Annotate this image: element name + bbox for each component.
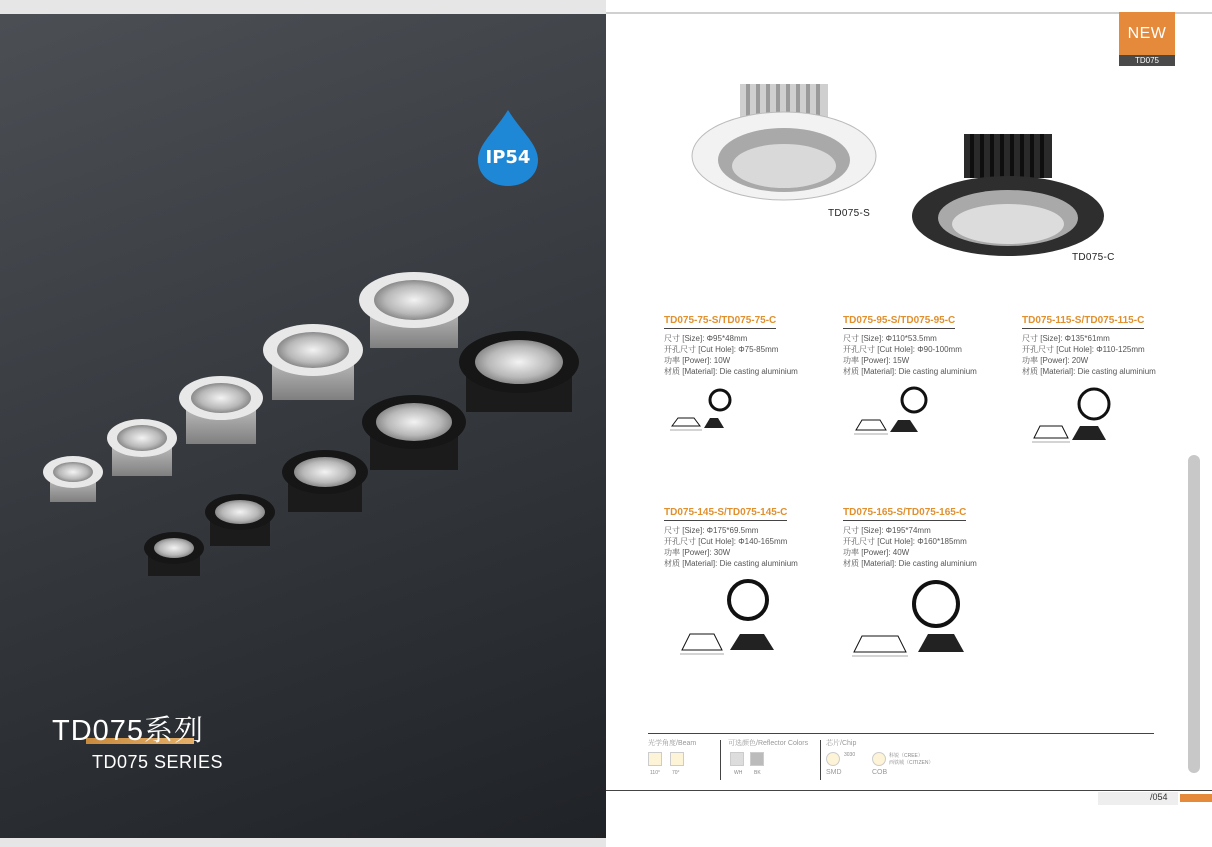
spec-cut-hole: 开孔尺寸 [Cut Hole]: Φ90-100mm [843,345,962,354]
dimension-drawing-165 [846,578,1006,662]
chip-smd-icon [826,752,840,766]
spec-power: 功率 [Power]: 40W [843,548,910,557]
product-white-image [684,78,884,208]
spec-cut-hole: 开孔尺寸 [Cut Hole]: Φ160*185mm [843,537,967,546]
beam-70-label: 70° [672,770,680,776]
footer-divider [820,740,821,780]
color-black-tile [750,752,764,766]
chip-smd-label: SMD [826,769,842,776]
spec-power: 功率 [Power]: 30W [664,548,731,557]
product-black-image [908,130,1108,260]
spec-block [843,310,1013,377]
white-light-5 [359,272,469,348]
dimension-drawing-95 [844,386,954,442]
chip-cob-icon [872,752,886,766]
spec-material: 材质 [Material]: Die casting aluminium [843,559,977,568]
beam-110-label: 110° [650,770,660,776]
bottom-strip [0,838,606,847]
spec-size: 尺寸 [Size]: Φ175*69.5mm [664,526,759,535]
dimension-drawing-145 [672,578,822,662]
series-subtitle: TD075 SERIES [92,752,224,772]
spec-size: 尺寸 [Size]: Φ135*61mm [1022,334,1110,343]
footer-divider [720,740,721,780]
new-badge: NEW [1119,12,1175,55]
beam-70-tile [670,752,684,766]
page-accent-bar [1180,794,1212,802]
spec-material: 材质 [Material]: Die casting aluminium [664,559,798,568]
spec-material: 材质 [Material]: Die casting aluminium [843,367,977,376]
spec-size: 尺寸 [Size]: Φ110*53.5mm [843,334,937,343]
code-badge: TD075 [1119,55,1175,66]
white-light-1 [43,456,103,502]
spec-cut-hole: 开孔尺寸 [Cut Hole]: Φ140-165mm [664,537,788,546]
white-light-2 [107,419,177,476]
ip-rating-badge: IP54 [485,147,531,168]
spec-title: TD075-95-S/TD075-95-C [843,315,955,329]
page-rule [606,790,1212,791]
scrollbar[interactable] [1188,455,1200,773]
page-number: /054 [1150,792,1168,802]
chip-cob-label: COB [872,769,888,776]
spec-title: TD075-115-S/TD075-115-C [1022,315,1144,329]
spec-title: TD075-145-S/TD075-145-C [664,507,787,521]
chip-caption: 芯片/Chip [826,740,857,747]
series-title: TD075系列 [52,715,205,747]
white-light-3 [179,376,263,444]
spec-cut-hole: 开孔尺寸 [Cut Hole]: Φ110-125mm [1022,345,1145,354]
spec-material: 材质 [Material]: Die casting aluminium [1022,367,1156,376]
spec-material: 材质 [Material]: Die casting aluminium [664,367,798,376]
right-page [606,0,1212,847]
color-white-tile [730,752,744,766]
white-light-4 [263,324,363,400]
spec-title: TD075-165-S/TD075-165-C [843,507,966,521]
chip-cob-note-2: 西铁城（CITIZEN） [889,760,934,766]
color-white-label: WH [734,770,743,776]
black-light-1 [144,532,204,576]
water-drop-icon [474,108,542,188]
color-black-label: BK [754,770,761,776]
product-label-white: TD075-S [828,208,871,219]
spec-block [843,502,1013,569]
product-label-black: TD075-C [1072,252,1115,263]
spec-size: 尺寸 [Size]: Φ195*74mm [843,526,931,535]
black-light-2 [205,494,275,546]
spec-power: 功率 [Power]: 20W [1022,356,1089,365]
spec-title: TD075-75-S/TD075-75-C [664,315,776,329]
spec-power: 功率 [Power]: 15W [843,356,910,365]
colors-caption: 可选颜色/Reflector Colors [728,740,809,747]
spec-cut-hole: 开孔尺寸 [Cut Hole]: Φ75-85mm [664,345,779,354]
footer-rule [648,733,1154,734]
dimension-drawing-75 [664,388,754,438]
spec-block [1022,310,1192,377]
beam-110-tile [648,752,662,766]
spec-block [664,310,834,377]
black-light-3 [282,450,368,512]
beam-caption: 光学角度/Beam [648,740,697,747]
chip-smd-code: 3030 [844,752,856,758]
chip-cob-note-1: 科锐（CREE） [889,753,923,759]
black-light-4 [362,395,466,470]
spec-power: 功率 [Power]: 10W [664,356,731,365]
black-light-5 [459,331,579,412]
dimension-drawing-115 [1020,386,1140,450]
spec-block [664,502,834,569]
spec-size: 尺寸 [Size]: Φ95*48mm [664,334,748,343]
